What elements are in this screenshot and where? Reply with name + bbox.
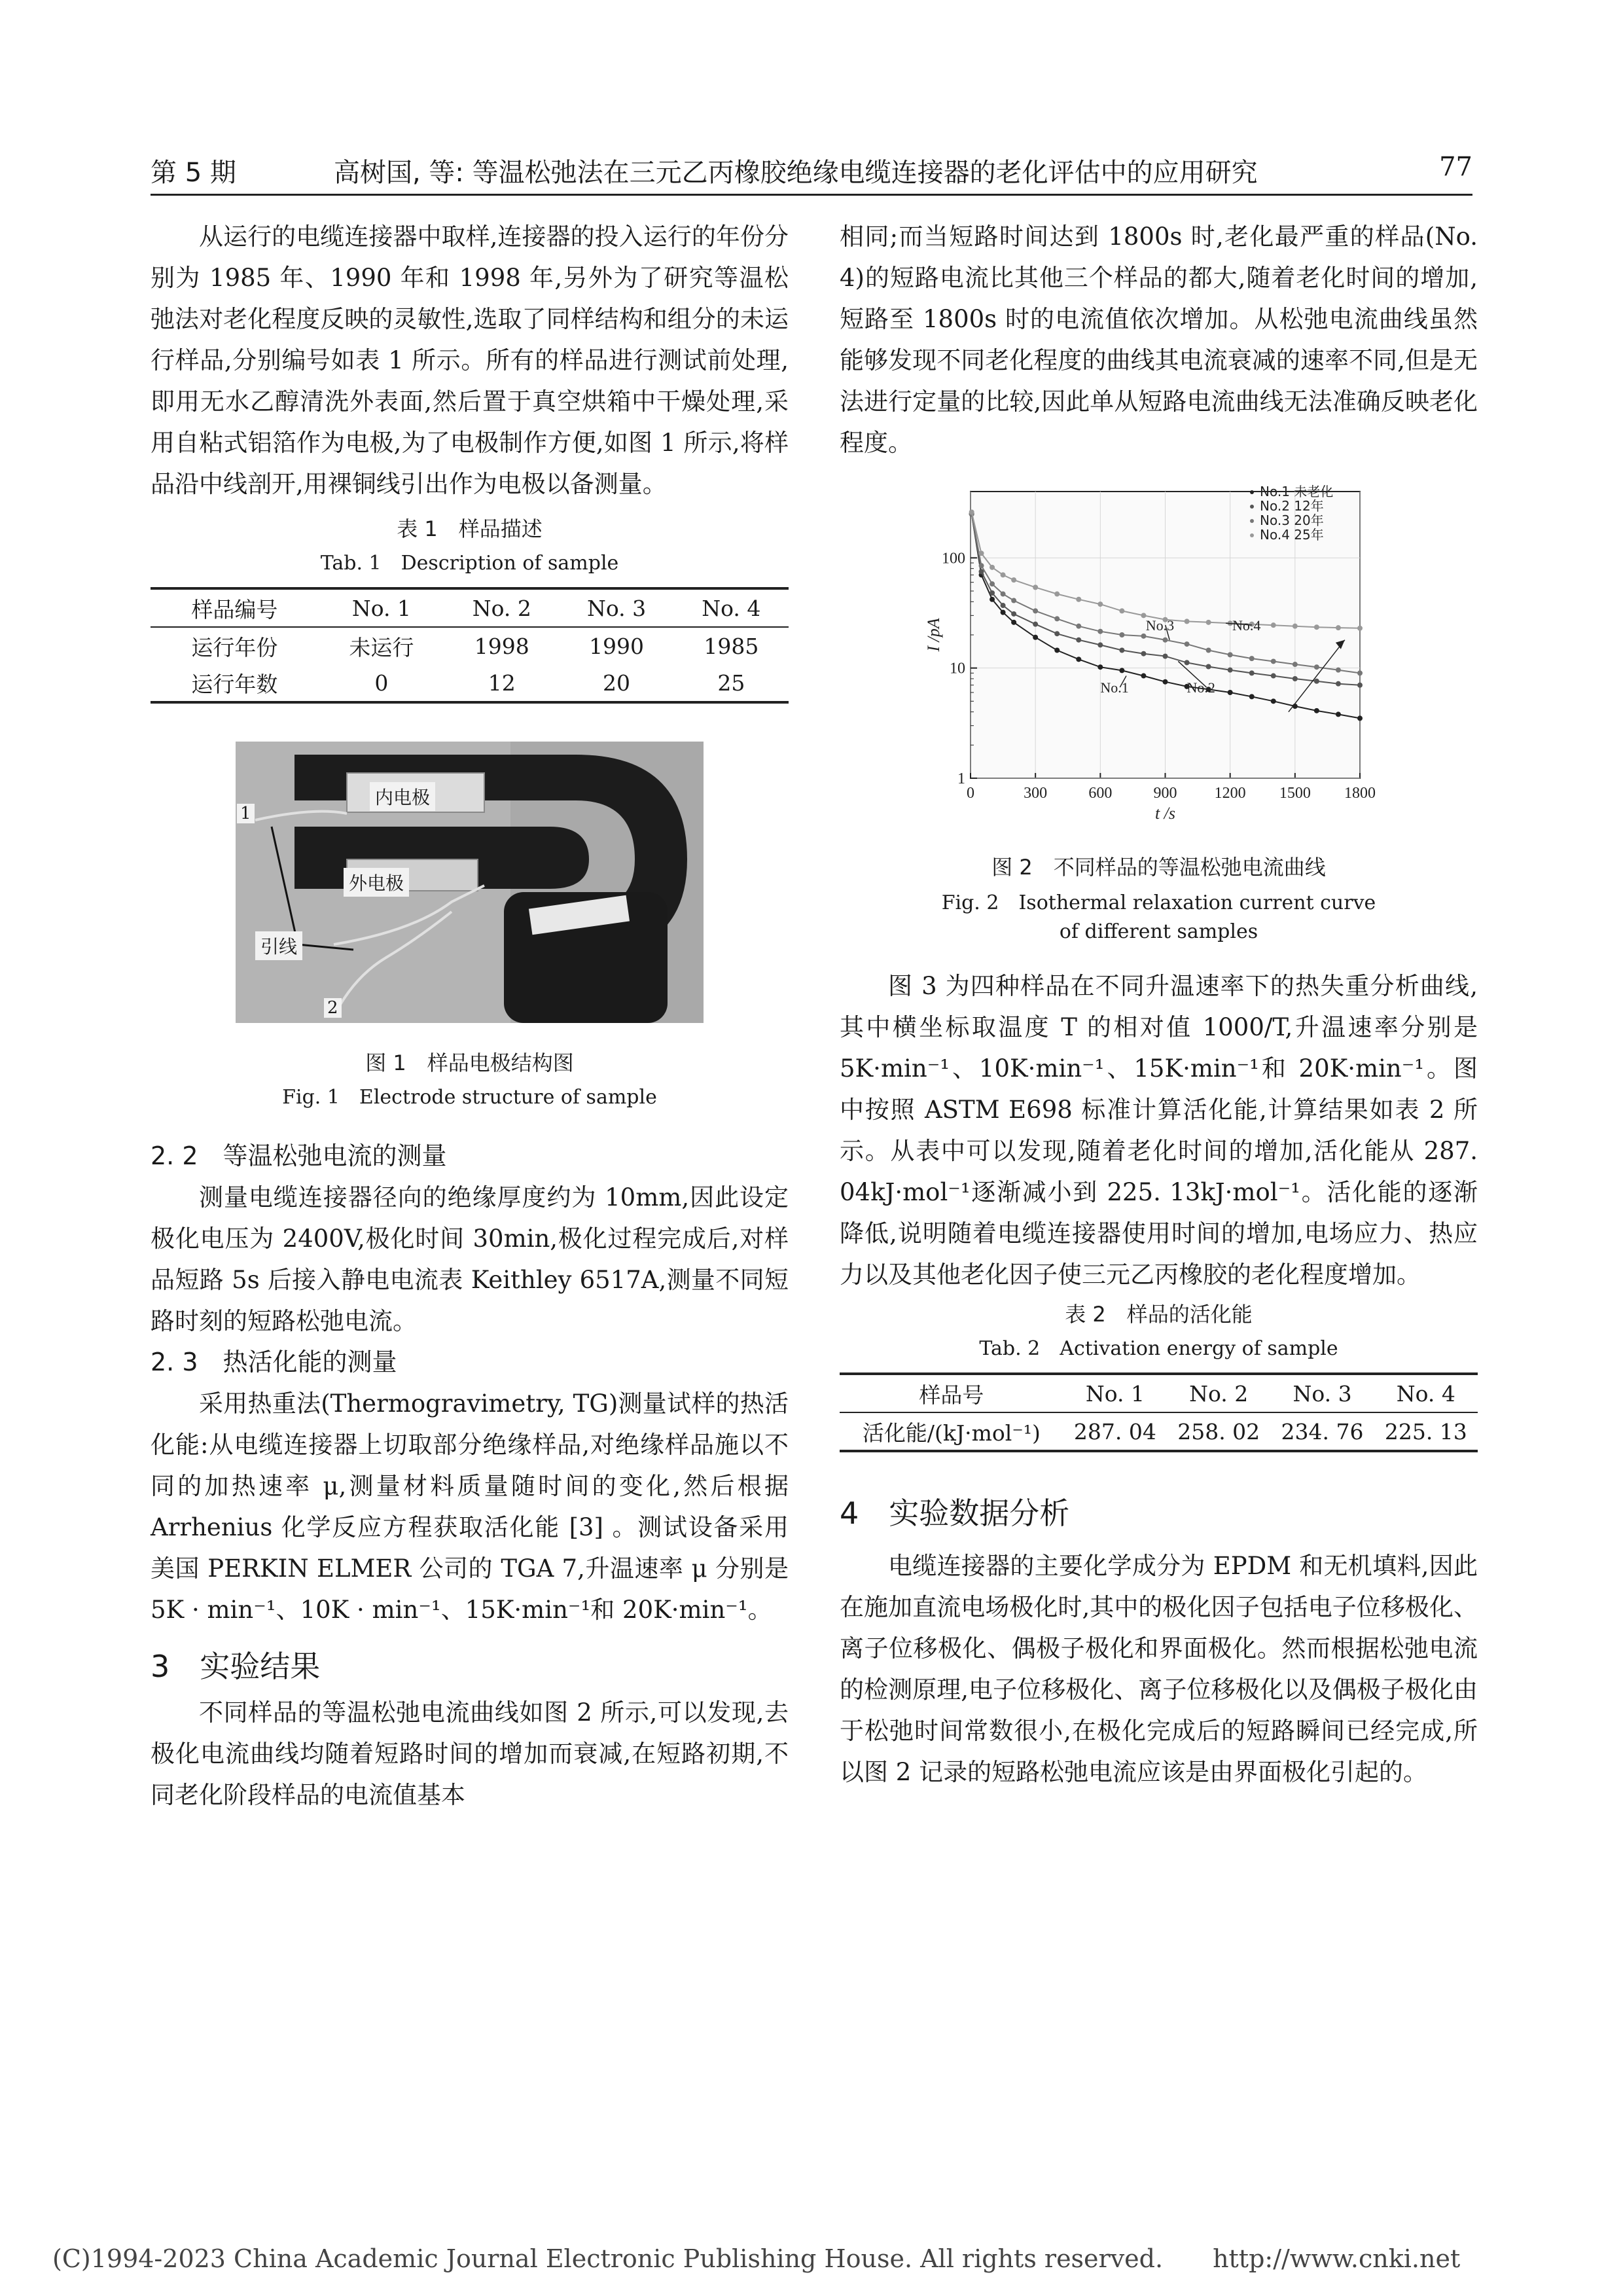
table-cell: 1990 [589, 633, 645, 659]
legend-marker [1250, 519, 1254, 523]
data-point [1054, 648, 1060, 653]
table-header-cell: No. 4 [674, 590, 789, 627]
table-header-cell: No. 2 [444, 590, 559, 627]
table-cell: 12 [488, 670, 516, 696]
paragraph-tg-analysis: 图 3 为四种样品在不同升温速率下的热失重分析曲线,其中横坐标取温度 T 的相对值 1000/T,升温速率分别是 5K·min⁻¹、10K·min⁻¹、15K·min⁻¹和 20K·min⁻¹。图中按照 ASTM E698 标准计算活化能,计算结果如表 2 所示。从表中可以发现,随着老化时间的增加,活化能从 287. 04kJ·mol⁻¹逐渐减小到 225. 13kJ·mol⁻¹。活化能的逐渐降低,说明随着电缆连接器使用时间的增加,电场应力、热应力以及其他老化因子使三元乙丙橡胶的老化程度增加。 [840, 972, 1478, 1289]
data-point [1119, 668, 1124, 673]
lead-1-label: 1 [237, 804, 255, 823]
x-tick-label: 900 [1153, 785, 1177, 802]
x-tick-label: 600 [1088, 785, 1113, 802]
data-point [1097, 629, 1103, 634]
data-point [1249, 694, 1255, 699]
data-point [1076, 597, 1081, 602]
data-point [1336, 625, 1341, 630]
section-2-2-heading: 2. 2 等温松弛电流的测量 [151, 1141, 447, 1170]
x-tick-label: 1200 [1214, 785, 1246, 802]
data-point [1336, 681, 1341, 687]
annotation-label: No.4 [1232, 617, 1261, 634]
table-cell: 活化能/(kJ·mol⁻¹) [862, 1420, 1041, 1446]
data-point [969, 509, 974, 514]
data-point [1076, 637, 1081, 643]
data-point [1141, 634, 1146, 639]
data-point [1336, 711, 1341, 717]
data-point [990, 597, 995, 602]
table-cell: 234. 76 [1281, 1418, 1364, 1444]
data-point [1314, 664, 1319, 670]
data-point [1357, 670, 1363, 675]
section-3-heading: 3 实验结果 [151, 1649, 321, 1684]
data-point [1097, 642, 1103, 647]
legend-marker [1250, 505, 1254, 509]
paragraph-activation: 采用热重法(Thermogravimetry, TG)测量试样的热活化能:从电缆连接器上切取部分绝缘样品,对绝缘样品施以不同的加热速率 μ,测量材料质量随时间的变化,然后根据 Arrhenius 化学反应方程获取活化能 [3] 。测试设备采用美国 PERKIN ELMER 公司的 TGA 7,升温速率 μ 分别是 5K · min⁻¹、10K · min⁻¹、15K·min⁻¹和 20K·min⁻¹。 [151, 1390, 789, 1624]
table1 [151, 587, 789, 704]
data-point [1314, 679, 1319, 684]
table2-caption-cn: 表 2 样品的活化能 [1065, 1302, 1253, 1327]
table-cell: 225. 13 [1384, 1418, 1467, 1444]
table2-header-row [840, 1375, 1478, 1412]
data-point [1033, 622, 1038, 627]
table2 [840, 1372, 1478, 1452]
table-cell: 20 [603, 670, 631, 696]
data-point [1249, 670, 1255, 675]
data-point [1271, 673, 1276, 679]
copyright-footer: (C)1994-2023 China Academic Journal Electronic Publishing House. All rights reserved. http://www.cnki.net [52, 2244, 1461, 2273]
table-header-cell: 样品编号 [151, 590, 319, 627]
data-point [1011, 577, 1016, 583]
legend-marker [1250, 490, 1254, 494]
table-header-cell: No. 3 [1270, 1375, 1374, 1412]
x-tick-label: 0 [967, 785, 974, 802]
data-point [1119, 608, 1124, 613]
annotation-label: No.1 [1100, 679, 1129, 696]
table-header-cell: No. 2 [1167, 1375, 1270, 1412]
data-point [1357, 626, 1363, 631]
figure1-drawing [236, 742, 704, 1023]
y-tick-label: 1 [957, 770, 965, 787]
data-point [1097, 601, 1103, 607]
legend-entry: No.3 20年 [1260, 512, 1324, 528]
table-cell: 1985 [704, 633, 759, 659]
data-point [1163, 679, 1168, 685]
table-cell: 运行年数 [191, 671, 278, 697]
annotation-label: No.3 [1145, 617, 1175, 634]
table-row [151, 627, 789, 664]
data-point [1185, 619, 1190, 624]
data-point [1054, 616, 1060, 621]
x-axis-label: t /s [1154, 804, 1176, 823]
data-point [1011, 598, 1016, 603]
relaxation-current-chart [840, 475, 1478, 842]
data-point [1054, 592, 1060, 597]
table-cell: 0 [374, 670, 389, 696]
figure2-caption-cn: 图 2 不同样品的等温松弛电流曲线 [991, 855, 1326, 880]
inner-electrode-label: 内电极 [370, 782, 435, 811]
figure2-caption-en-1: Fig. 2 Isothermal relaxation current curve [941, 891, 1376, 914]
data-point [1293, 676, 1298, 681]
lead-wire-label: 引线 [255, 931, 302, 960]
figure2-chart [840, 475, 1478, 842]
table-cell: 258. 02 [1177, 1418, 1260, 1444]
data-point [979, 550, 984, 556]
left-column [151, 216, 789, 1816]
y-axis-label: I /pA [924, 618, 943, 652]
table-header-cell: No. 1 [319, 590, 445, 627]
data-point [1163, 654, 1168, 659]
figure1-photo [236, 742, 704, 1023]
data-point [1271, 698, 1276, 704]
data-point [1011, 611, 1016, 617]
data-point [1054, 631, 1060, 636]
paragraph-sampling: 从运行的电缆连接器中取样,连接器的投入运行的年份分别为 1985 年、1990 年和 1998 年,另外为了研究等温松弛法对老化程度反映的灵敏性,选取了同样结构和组分的未运行样品,分别编号如表 1 所示。所有的样品进行测试前处理,即用无水乙醇清洗外表面,然后置于真空烘箱中干燥处理,采用自粘式铝箔作为电极,为了电极制作方便,如图 1 所示,将样品沿中线剖开,用裸铜线引出作为电极以备测量。 [151, 223, 789, 498]
legend-marker [1250, 533, 1254, 537]
table-cell: 287. 04 [1073, 1418, 1156, 1444]
legend-entry: No.1 未老化 [1260, 484, 1334, 499]
data-point [1271, 658, 1276, 664]
table-cell: 未运行 [349, 634, 414, 660]
header-title: 高树国, 等: 等温松弛法在三元乙丙橡胶绝缘电缆连接器的老化评估中的应用研究 [334, 158, 1258, 188]
data-point [1119, 632, 1124, 637]
data-point [1293, 662, 1298, 667]
data-point [1206, 620, 1211, 625]
data-point [1293, 624, 1298, 629]
data-point [1163, 637, 1168, 643]
data-point [1228, 668, 1233, 673]
x-tick-label: 1800 [1344, 785, 1376, 802]
x-tick-label: 1500 [1279, 785, 1311, 802]
table1-header-row [151, 590, 789, 627]
data-point [1206, 648, 1211, 653]
section-4-heading: 4 实验数据分析 [840, 1496, 1070, 1531]
table-row [151, 664, 789, 701]
table1-caption-en: Tab. 1 Description of sample [320, 552, 619, 575]
figure1-caption-cn: 图 1 样品电极结构图 [365, 1050, 574, 1075]
table2-caption-en: Tab. 2 Activation energy of sample [979, 1337, 1338, 1360]
table-header-cell: No. 3 [559, 590, 673, 627]
data-point [1249, 656, 1255, 661]
data-point [1185, 660, 1190, 665]
data-point [1001, 572, 1006, 577]
data-point [1097, 664, 1103, 670]
data-point [1357, 683, 1363, 688]
table1-caption-cn: 表 1 样品描述 [397, 516, 543, 541]
outer-electrode-label: 外电极 [344, 868, 409, 897]
paragraph-analysis: 电缆连接器的主要化学成分为 EPDM 和无机填料,因此在施加直流电场极化时,其中的极化因子包括电子位移极化、离子位移极化、偶极子极化和界面极化。然而根据松弛电流的检测原理,电子位移极化、离子位移极化以及偶极子极化由于松弛时间常数很小,在极化完成后的短路瞬间已经完成,所以图 2 记录的短路松弛电流应该是由界面极化引起的。 [840, 1552, 1478, 1786]
data-point [1314, 624, 1319, 630]
data-point [1141, 651, 1146, 656]
table-row [840, 1412, 1478, 1450]
data-point [979, 563, 984, 568]
issue-number: 第 5 期 [151, 158, 236, 188]
annotation-label: No.2 [1186, 679, 1215, 696]
data-point [1314, 708, 1319, 713]
table-cell: 1998 [474, 633, 529, 659]
data-point [1033, 635, 1038, 640]
y-tick-label: 10 [950, 660, 965, 677]
page-number: 77 [1439, 152, 1472, 182]
data-point [990, 590, 995, 596]
data-point [1076, 656, 1081, 662]
data-point [1011, 620, 1016, 625]
paragraph-results-cont: 相同;而当短路时间达到 1800s 时,老化最严重的样品(No. 4)的短路电流比其他三个样品的都大,随着老化时间的增加,短路至 1800s 时的电流值依次增加。从松弛电流曲线虽然能够发现不同老化程度的曲线其电流衰减的速率不同,但是无法进行定量的比较,因此单从短路电流曲线无法准确反映老化程度。 [840, 223, 1478, 457]
data-point [1033, 584, 1038, 590]
data-point [990, 581, 995, 586]
legend-entry: No.2 12年 [1260, 498, 1324, 514]
data-point [1185, 641, 1190, 647]
table-cell: 运行年份 [191, 634, 278, 660]
table-header-cell: No. 4 [1374, 1375, 1478, 1412]
lead-2-label: 2 [324, 998, 342, 1018]
y-tick-label: 100 [942, 550, 965, 567]
running-header [151, 152, 1472, 196]
table-header-cell: 样品号 [840, 1375, 1063, 1412]
data-point [1119, 648, 1124, 653]
data-point [1001, 610, 1006, 615]
right-column [840, 216, 1478, 1793]
paragraph-measurement: 测量电缆连接器径向的绝缘厚度约为 10mm,因此设定极化电压为 2400V,极化时间 30min,极化过程完成后,对样品短路 5s 后接入静电电流表 Keithley 6517A,测量不同短路时刻的短路松弛电流。 [151, 1183, 789, 1335]
data-point [1206, 664, 1211, 670]
data-point [1001, 603, 1006, 608]
data-point [1228, 652, 1233, 657]
data-point [1033, 608, 1038, 613]
figure2-caption-en-2: of different samples [1059, 920, 1258, 943]
figure1-caption-en: Fig. 1 Electrode structure of sample [282, 1086, 657, 1109]
table-header-cell: No. 1 [1063, 1375, 1167, 1412]
data-point [1336, 668, 1341, 673]
data-point [990, 565, 995, 570]
section-2-3-heading: 2. 3 热活化能的测量 [151, 1348, 397, 1376]
data-point [1271, 622, 1276, 628]
data-point [1357, 715, 1363, 721]
data-point [1076, 624, 1081, 629]
data-point [1001, 592, 1006, 597]
x-tick-label: 300 [1024, 785, 1048, 802]
data-point [1141, 673, 1146, 679]
paragraph-results: 不同样品的等温松弛电流曲线如图 2 所示,可以发现,去极化电流曲线均随着短路时间的增加而衰减,在短路初期,不同老化阶段样品的电流值基本 [151, 1698, 789, 1809]
legend-entry: No.4 25年 [1260, 527, 1324, 543]
data-point [1228, 690, 1233, 695]
table-cell: 25 [717, 670, 745, 696]
